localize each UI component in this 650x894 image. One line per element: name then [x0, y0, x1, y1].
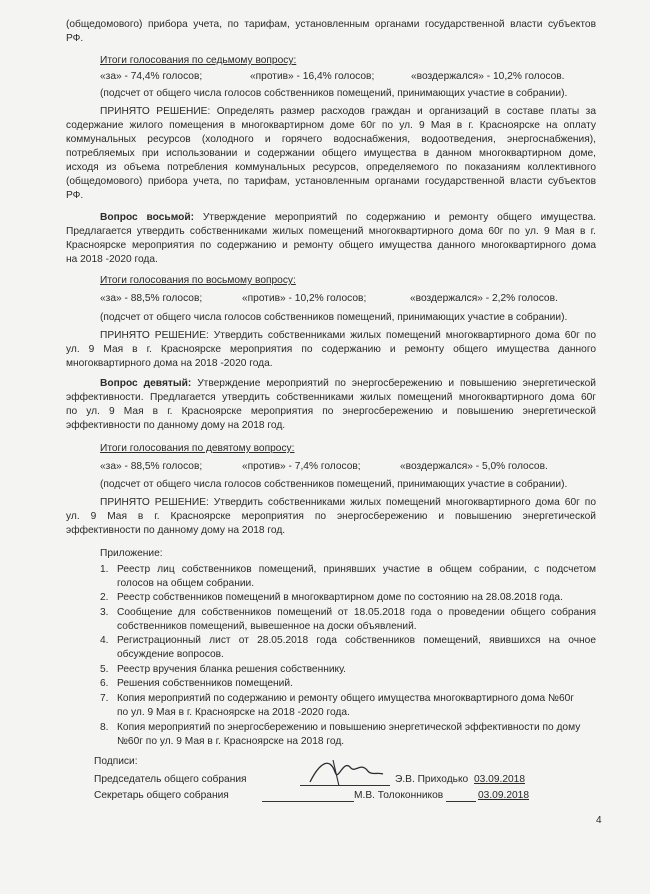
appendix-item-number: 4. [100, 635, 109, 646]
appendix-item-number: 3. [100, 607, 109, 618]
decision-line: исходя из объема потребления коммунальных ресурсов, определяемого по показаниям коллективного [66, 162, 596, 173]
secretary-date: 03.09.2018 [478, 790, 529, 801]
secretary-date-line [446, 801, 476, 802]
vote-for: «за» - 88,5% голосов; [100, 293, 203, 304]
vote-note: (подсчет от общего числа голосов собственников помещений, принимающих участие в собрании). [100, 312, 568, 323]
decision-line: РФ. [66, 190, 84, 201]
decision-line: эффективности по данному дому на 2018 год. [66, 525, 286, 536]
appendix-item-text: Реестр лиц собственников помещений, принявших участие в общем собрании, с подсчетом [117, 564, 596, 575]
decision-line: ПРИНЯТО РЕШЕНИЕ: Определять размер расходов граждан и организаций в составе платы за [100, 106, 596, 117]
secretary-role: Секретарь общего собрания [94, 790, 229, 801]
appendix-item-number: 1. [100, 564, 109, 575]
appendix-item-text: обсуждение вопросов. [117, 649, 224, 660]
appendix-item-text: Регистрационный лист от 28.05.2018 года собственников помещений, явившихся на очное [117, 635, 596, 646]
vote-results-heading: Итоги голосования по восьмому вопросу: [100, 275, 296, 286]
vote-results-heading: Итоги голосования по девятому вопросу: [100, 443, 295, 454]
page-number: 4 [596, 815, 602, 826]
vote-note: (подсчет от общего числа голосов собственников помещений, принимающих участие в собрании). [100, 88, 568, 99]
decision-line: ПРИНЯТО РЕШЕНИЕ: Утвердить собственниками жилых помещений многоквартирного дома 60г по [100, 497, 596, 508]
decision-line: ул. 9 Мая в г. Красноярске мероприятия по содержанию и ремонту общего имущества данного [66, 344, 596, 355]
question-paragraph [100, 377, 596, 391]
vote-abstain: «воздержался» - 2,2% голосов. [410, 293, 558, 304]
appendix-item-number: 7. [100, 693, 109, 704]
question-line: Красноярске мероприятия по содержанию и ремонту общего имущества данного многоквартирного дома [66, 240, 596, 251]
appendix-item-number: 5. [100, 664, 109, 675]
vote-against: «против» - 16,4% голосов; [250, 71, 375, 82]
question-text: Утверждение мероприятий по энергосбережению и повышению энергетической [191, 378, 596, 389]
appendix-item-text: Сообщение для собственников помещений от 18.05.2018 года о проведении общего собрания [117, 607, 596, 618]
appendix-item-number: 8. [100, 722, 109, 733]
paragraph-line: (общедомового) прибора учета, по тарифам, установленным органами государственной власти субъектов [66, 19, 596, 30]
vote-against: «против» - 10,2% голосов; [242, 293, 367, 304]
secretary-signature-line [262, 801, 354, 802]
chair-date: 03.09.2018 [474, 774, 525, 785]
question-line: по ул. 9 Мая в г. Красноярске мероприятия по энергосбережению и повышению энергетической [66, 406, 596, 417]
chair-name: Э.В. Приходько [395, 774, 469, 785]
appendix-item-text: Копия мероприятий по содержанию и ремонту общего имущества многоквартирного дома №60г [117, 693, 574, 704]
chair-signature-icon [305, 752, 385, 792]
question-text: Утверждение мероприятий по содержанию и ремонту общего имущества. [193, 212, 597, 223]
appendix-heading: Приложение: [100, 548, 163, 559]
decision-line: ул. 9 Мая в г. Красноярске мероприятия по энергосбережению и повышению энергетической [66, 511, 596, 522]
decision-line: (общедомового) прибора учета, по тарифам, установленным органами государственной власти субъектов [66, 176, 596, 187]
question-label: Вопрос восьмой: [100, 212, 194, 223]
appendix-item-text: Копия мероприятий по энергосбережению и повышению энергетической эффективности по дому [117, 722, 581, 733]
vote-abstain: «воздержался» - 10,2% голосов. [411, 71, 565, 82]
signatures-heading: Подписи: [94, 756, 138, 767]
question-paragraph [100, 211, 596, 225]
question-line: Предлагается утвердить собственниками жилых помещений многоквартирного дома 60г по ул. 9 Мая в г. [66, 226, 596, 237]
vote-for: «за» - 88,5% голосов; [100, 461, 203, 472]
decision-line: коммунальных ресурсов (холодного и горячего водоснабжения, водоотведения, энергоснабжения), [66, 134, 596, 145]
appendix-item-text: Реестр собственников помещений в многоквартирном доме по состоянию на 28.08.2018 года. [117, 592, 563, 603]
appendix-item-text: голосов на общем собрании. [117, 578, 255, 589]
vote-for: «за» - 74,4% голосов; [100, 71, 203, 82]
chair-signature-line [300, 785, 390, 786]
appendix-item-text: Реестр вручения бланка решения собственнику. [117, 664, 346, 675]
appendix-item-text: собственников помещений, вывешенное на доски объявлений. [117, 621, 417, 632]
question-label: Вопрос девятый: [100, 378, 192, 389]
chair-role: Председатель общего собрания [94, 774, 247, 785]
appendix-item-text: Решения собственников помещений. [117, 678, 293, 689]
question-line: эффективности по данному дому на 2018 год. [66, 420, 286, 431]
decision-line: многоквартирного дома на 2018 -2020 года. [66, 358, 273, 369]
secretary-name: М.В. Толоконников [354, 790, 444, 801]
vote-note: (подсчет от общего числа голосов собственников помещений, принимающих участие в собрании). [100, 479, 568, 490]
vote-abstain: «воздержался» - 5,0% голосов. [400, 461, 548, 472]
decision-line: потребляемых при использовании и содержании общего имущества в данном многоквартирном доме, [66, 148, 596, 159]
decision-line: ПРИНЯТО РЕШЕНИЕ: Утвердить собственниками жилых помещений многоквартирного дома 60г по [100, 330, 596, 341]
question-line: на 2018 -2020 года. [66, 254, 158, 265]
appendix-item-text: по ул. 9 Мая в г. Красноярске на 2018 -2020 года. [117, 707, 350, 718]
appendix-item-number: 2. [100, 592, 109, 603]
question-line: эффективности. Предлагается утвердить собственниками жилых помещений многоквартирного дома 60г [66, 392, 596, 403]
appendix-item-text: №60г по ул. 9 Мая в г. Красноярске на 2018 год. [117, 736, 345, 747]
appendix-item-number: 6. [100, 678, 109, 689]
vote-results-heading: Итоги голосования по седьмому вопросу: [100, 55, 297, 66]
vote-against: «против» - 7,4% голосов; [242, 461, 361, 472]
paragraph-line: РФ. [66, 33, 84, 44]
decision-line: содержание жилого помещения в многоквартирном доме 60г по ул. 9 Мая в г. Красноярске на оплату [66, 120, 596, 131]
